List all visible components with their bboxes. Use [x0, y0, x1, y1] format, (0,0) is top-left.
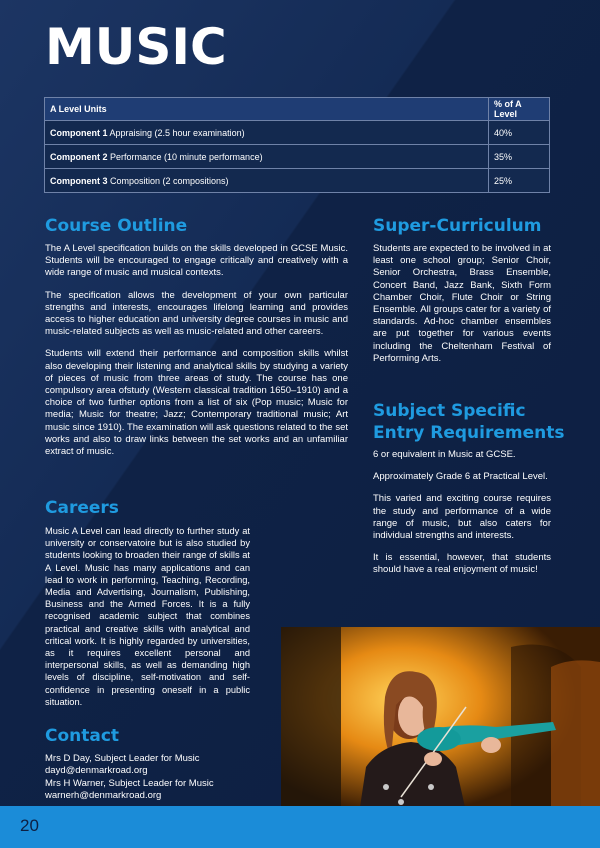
- entry-requirements-heading-line: Subject Specific: [373, 401, 526, 421]
- units-table: [44, 97, 550, 193]
- component-name: Component 3: [50, 175, 108, 186]
- percent-cell: 25%: [489, 169, 550, 193]
- contact-name: Mrs D Day, Subject Leader for Music: [45, 753, 200, 764]
- entry-requirements-paragraph: This varied and exciting course requires the study and performance of a wide range of music, but also caters for individual strengths and interests.: [373, 493, 551, 542]
- course-outline-paragraph: The A Level specification builds on the skills developed in GCSE Music. Students will be encouraged to engage critically and creatively with a wide range of music and musical contexts.: [45, 243, 348, 279]
- entry-requirements-paragraph: Approximately Grade 6 at Practical Level.: [373, 471, 548, 483]
- component-name: Component 1: [50, 127, 108, 138]
- entry-requirements-paragraph: It is essential, however, that students should have a real enjoyment of music!: [373, 552, 551, 576]
- entry-requirements-heading: [373, 400, 564, 444]
- component-cell: [45, 121, 489, 145]
- careers-paragraph: Music A Level can lead directly to further study at university or conservatoire but is also studied by students looking to broaden their range of skills at A Level. Music has many applications and can lead to work in performing, Teaching, Recording, Media and Advertising, Journalism, Publishing, Business and the Armed Forces. It is a fully recognised academic subject that combines practical and creative skills with analytical and critical work. It is highly regarded by universities, as it requires excellent personal and interpersonal skills, as well as demanding high levels of discipline, self-motivation and self-confidence in presenting oneself in a public situation.: [45, 526, 250, 707]
- page-number: 20: [20, 816, 39, 835]
- table-row: [45, 145, 550, 169]
- contact-name: Mrs H Warner, Subject Leader for Music: [45, 777, 214, 789]
- percent-cell: 35%: [489, 145, 550, 169]
- careers-text: [45, 525, 250, 718]
- component-desc: Composition (2 compositions): [107, 175, 229, 186]
- header-units: A Level Units: [45, 98, 489, 121]
- component-cell: [45, 145, 489, 169]
- super-curriculum-text: [373, 243, 551, 375]
- table-row: [45, 169, 550, 193]
- contact-heading: Contact: [45, 726, 120, 746]
- percent-cell: 40%: [489, 121, 550, 145]
- table-row: [45, 121, 550, 145]
- entry-requirements-text: [373, 449, 551, 587]
- contact-block: [45, 753, 275, 802]
- careers-heading: Careers: [45, 498, 119, 518]
- component-desc: Performance (10 minute performance): [107, 151, 263, 162]
- course-outline-heading: Course Outline: [45, 216, 188, 236]
- contact-email-link[interactable]: dayd@denmarkroad.org: [45, 765, 148, 777]
- course-outline-paragraph: The specification allows the development of your own particular strengths and interests, encourages lifelong learning and provides access to higher education and university degree courses in music and music-related subjects as well as music-related and other careers.: [45, 289, 348, 338]
- footer-bar: [0, 806, 600, 848]
- entry-requirements-heading-line: Entry Requirements: [373, 423, 565, 443]
- course-outline-text: [45, 243, 348, 468]
- component-name: Component 2: [50, 151, 108, 162]
- super-curriculum-paragraph: Students are expected to be involved in at least one school group; Senior Choir, Senior Orchestra, Brass Ensemble, Concert Band, Jazz Bank, Sixth Form Chamber Choir, Flute Choir or String Ensemble. All groups cater for a variety of standards. Ad-hoc chamber ensembles are put together for various events including the Cheltenham Festival of Performing Arts.: [373, 243, 551, 364]
- violinist-illustration: [281, 627, 600, 834]
- page-title: MUSIC: [45, 18, 227, 76]
- entry-requirements-paragraph: 6 or equivalent in Music at GCSE.: [373, 449, 516, 460]
- violinist-photo: [281, 627, 600, 834]
- contact-email-link[interactable]: warnerh@denmarkroad.org: [45, 789, 162, 801]
- component-desc: Appraising (2.5 hour examination): [107, 127, 245, 138]
- header-percent: % of A Level: [489, 98, 550, 121]
- component-cell: [45, 169, 489, 193]
- table-header-row: [45, 98, 550, 121]
- super-curriculum-heading: Super-Curriculum: [373, 216, 542, 236]
- course-outline-paragraph: Students will extend their performance and composition skills whilst also developing their listening and analytical skills by studying a variety of pieces of music from three areas of study. The course has one compulsory area ofstudy (Western classical tradition 1650–1910) and a choice of two further options from a list of six (Pop music; Music for media; Music for theatre; Jazz; Contemporary traditional music; Art music since 1910). The examination will ask questions related to the set works and also to draw links between the set works and an unfamiliar extract of music.: [45, 348, 348, 458]
